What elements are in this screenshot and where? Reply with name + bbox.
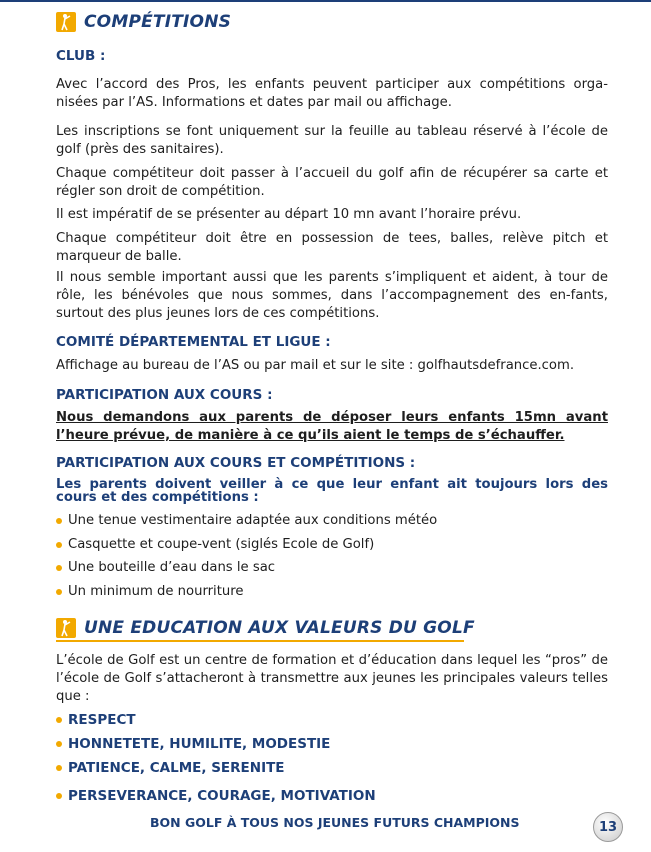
cours-competitions-intro: Les parents doivent veiller à ce que leur enfant ait toujours lors des cours et des compétitions : [56, 477, 608, 505]
cours-text: Nous demandons aux parents de déposer leurs enfants 15mn avant l’heure prévue, de manière à ce qu’ils aient le temps de s’échauffer. [56, 410, 608, 443]
section-header-education [56, 618, 475, 638]
top-rule [0, 0, 651, 2]
paragraph: Chaque compétiteur doit passer à l’accueil du golf afin de récupérer sa carte et régler son droit de compétition. [56, 166, 608, 199]
footer-slogan: BON GOLF À TOUS NOS JEUNES FUTURS CHAMPIONS [150, 815, 520, 830]
bullet-icon [56, 765, 62, 771]
list-item: Casquette et coupe-vent (siglés Ecole de Golf) [56, 537, 374, 552]
value-item: HONNETETE, HUMILITE, MODESTIE [56, 736, 330, 752]
bullet-icon [56, 565, 62, 571]
paragraph: Chaque compétiteur doit être en possession de tees, balles, relève pitch et marqueur de balle. [56, 231, 608, 264]
bullet-icon [56, 518, 62, 524]
title-underline [56, 640, 464, 642]
paragraph: Il nous semble important aussi que les parents s’impliquent et aident, à tour de rôle, les bénévoles que nous sommes, dans l’accompagnement des en-fants, surtout des plus jeunes lors de ces compétitions. [56, 270, 608, 321]
list-item: Un minimum de nourriture [56, 584, 244, 599]
list-item: Une bouteille d’eau dans le sac [56, 560, 275, 575]
value-item: PERSEVERANCE, COURAGE, MOTIVATION [56, 788, 376, 804]
page-number: 13 [593, 812, 623, 842]
cours-heading: PARTICIPATION AUX COURS : [56, 387, 273, 403]
club-heading: CLUB : [56, 48, 106, 64]
value-item: RESPECT [56, 712, 136, 728]
bullet-icon [56, 741, 62, 747]
comite-heading: COMITÉ DÉPARTEMENTAL ET LIGUE : [56, 334, 331, 350]
bullet-icon [56, 542, 62, 548]
section-header-competitions [56, 12, 231, 32]
section-title: COMPÉTITIONS [84, 12, 232, 32]
cours-competitions-heading: PARTICIPATION AUX COURS ET COMPÉTITIONS : [56, 455, 416, 471]
golfer-icon [56, 12, 76, 32]
bullet-icon [56, 717, 62, 723]
bullet-icon [56, 793, 62, 799]
comite-text: Affichage au bureau de l’AS ou par mail et sur le site : golfhautsdefrance.com. [56, 358, 575, 373]
golfer-icon [56, 618, 76, 638]
paragraph: Les inscriptions se font uniquement sur la feuille au tableau réservé à l’école de golf (près des sanitaires). [56, 124, 608, 157]
list-item: Une tenue vestimentaire adaptée aux conditions météo [56, 513, 437, 528]
section-title: UNE EDUCATION AUX VALEURS DU GOLF [84, 618, 475, 638]
bullet-icon [56, 589, 62, 595]
value-item: PATIENCE, CALME, SERENITE [56, 760, 285, 776]
education-text: L’école de Golf est un centre de formation et d’éducation dans lequel les “pros” de l’école de Golf s’attacheront à transmettre aux jeunes les principales valeurs telles que : [56, 653, 608, 704]
paragraph: Avec l’accord des Pros, les enfants peuvent participer aux compétitions orga-nisées par l’AS. Informations et dates par mail ou affichage. [56, 77, 608, 110]
paragraph: Il est impératif de se présenter au départ 10 mn avant l’horaire prévu. [56, 207, 522, 222]
